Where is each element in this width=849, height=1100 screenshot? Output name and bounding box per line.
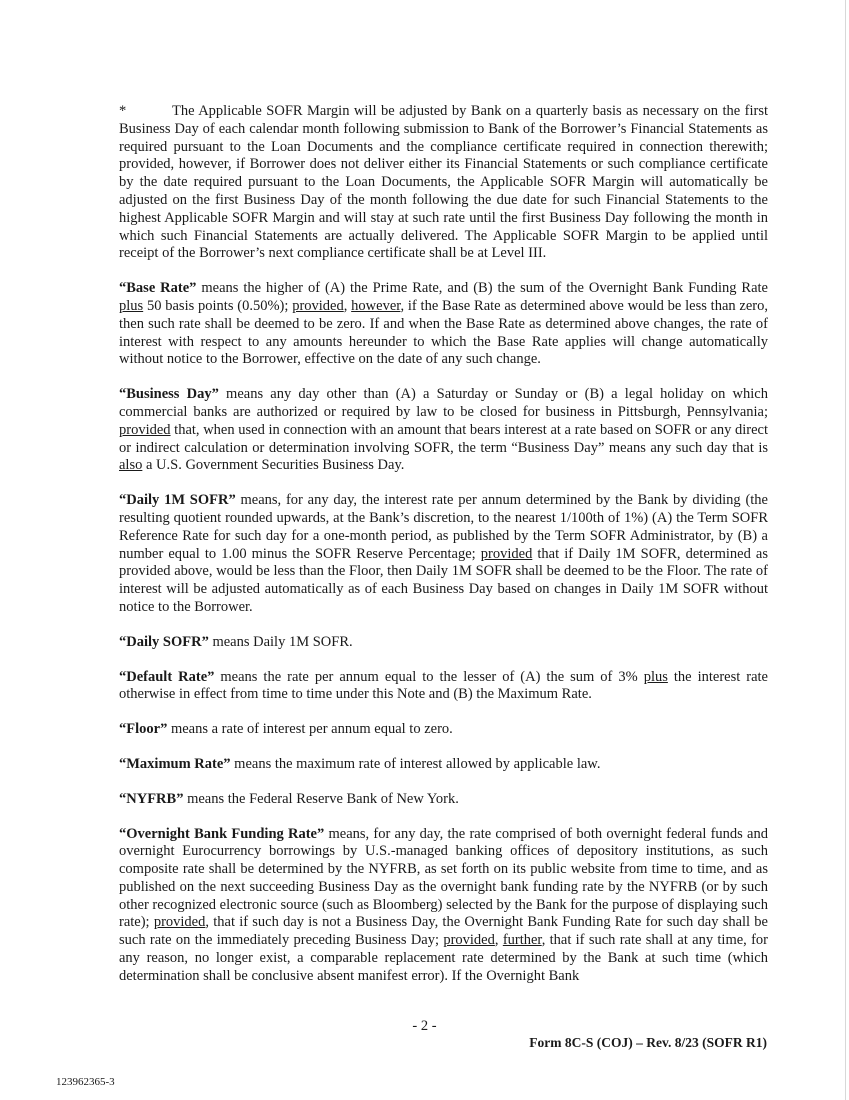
definition-text: the interest rate otherwise in effect from time to time under this Note and (B) the Maximum Rate. xyxy=(119,668,768,703)
definition-text: a U.S. Government Securities Business Day. xyxy=(142,457,405,474)
definition-base-rate xyxy=(119,280,768,369)
footnote-marker: * xyxy=(119,103,127,119)
definition-text: means, for any day, the rate comprised of both overnight federal funds and overnight Eurocurrency borrowings by U.S.-managed banking offices of depository institutions, as such composite rate shall be determined by the NYFRB, as set forth on its public website from time to time, and as published on the next succeeding Business Day as the overnight bank funding rate by the NYFRB (or by such other recognized electronic source (such as Bloomberg) selected by the Bank for the purpose of displaying such rate); xyxy=(119,825,768,931)
definition-text: 50 basis points (0.50%); xyxy=(143,297,293,314)
definition-text: , that if such day is not a Business Day, the Overnight Bank Funding Rate for such day shall be such rate on the immediately preceding Business Day; xyxy=(119,914,768,949)
definition-text: means Daily 1M SOFR. xyxy=(208,633,353,650)
underlined-word: provided xyxy=(480,545,533,562)
definition-nyfrb xyxy=(119,791,768,809)
definition-floor xyxy=(119,721,768,739)
document-body xyxy=(119,103,768,1003)
definition-text: means any day other than (A) a Saturday or Sunday or (B) a legal holiday on which commercial banks are authorized or required by law to be closed for business in Pittsburgh, Pennsylvania; xyxy=(119,386,768,420)
definition-text: means the higher of (A) the Prime Rate, and (B) the sum of the Overnight Bank Funding Rate xyxy=(196,280,768,297)
page-edge-line xyxy=(845,0,846,1100)
definition-maximum-rate xyxy=(119,756,768,774)
sofr-margin-footnote xyxy=(119,103,768,263)
definition-overnight-bank-funding-rate xyxy=(119,826,768,986)
definition-text: that if Daily 1M SOFR, determined as provided above, would be less than the Floor, then Daily 1M SOFR shall be deemed to be the Floor. The rate of interest will be adjusted automatically as of each Business Day based on changes in Daily 1M SOFR without notice to the Borrower. xyxy=(119,545,768,615)
definition-text: means the maximum rate of interest allowed by applicable law. xyxy=(230,755,601,772)
definition-text: means the Federal Reserve Bank of New York. xyxy=(183,790,459,807)
definition-text: means the rate per annum equal to the lesser of (A) the sum of 3% xyxy=(214,668,644,685)
underlined-word: however xyxy=(351,297,401,314)
definition-daily-1m-sofr xyxy=(119,492,768,617)
term-label: “Floor” xyxy=(119,721,168,738)
underlined-word: provided xyxy=(292,297,344,314)
document-number: 123962365-3 xyxy=(56,1076,115,1088)
term-label: “Daily 1M SOFR” xyxy=(119,492,236,509)
form-identifier: Form 8C-S (COJ) – Rev. 8/23 (SOFR R1) xyxy=(529,1035,767,1050)
definition-text: , that if such rate shall at any time, for any reason, no longer exist, a comparable replacement rate determined by the Bank at such time (which determination shall be conclusive absent manifest error). If the Overnight Bank xyxy=(119,932,769,984)
underlined-word: plus xyxy=(119,297,144,314)
definition-text: , if the Base Rate as determined above would be less than zero, then such rate shall be deemed to be zero. If and when the Base Rate as determined above changes, the rate of interest with respect to any amounts hereunder to which the Base Rate applies will change automatically without notice to the Borrower, effective on the date of any such change. xyxy=(119,297,769,368)
term-label: “NYFRB” xyxy=(119,790,184,807)
definition-text: means, for any day, the interest rate per annum determined by the Bank by dividing (the resulting quotient rounded upwards, at the Bank’s discretion, to the nearest 1/100th of 1%) (A) the Term SOFR Reference Rate for such day for a one-month period, as published by the Term SOFR Administrator, by (B) a number equal to 1.00 minus the SOFR Reserve Percentage; xyxy=(119,492,768,562)
underlined-word: provided xyxy=(153,914,206,931)
term-label: “Maximum Rate” xyxy=(119,755,231,772)
definition-text: , xyxy=(343,297,352,314)
page-number: - 2 - xyxy=(412,1018,437,1034)
term-label: “Business Day” xyxy=(119,386,219,403)
definition-text: means a rate of interest per annum equal to zero. xyxy=(167,721,453,738)
definition-default-rate xyxy=(119,669,768,705)
definition-text: that, when used in connection with an amount that bears interest at a rate based on SOFR or any direct or indirect calculation or determination involving SOFR, the term “Business Day” means any such day that is xyxy=(119,421,768,456)
definition-daily-sofr xyxy=(119,634,768,652)
term-label: “Daily SOFR” xyxy=(119,633,209,650)
underlined-word: provided xyxy=(443,932,495,949)
definition-text: , xyxy=(494,932,503,949)
term-label: “Overnight Bank Funding Rate” xyxy=(119,825,325,842)
footnote-text: The Applicable SOFR Margin will be adjusted by Bank on a quarterly basis as necessary on the first Business Day of each calendar month following submission to Bank of the Borrower’s Financial Statements as required pursuant to the Loan Documents and the compliance certificate required in connection therewith; provided, however, if Borrower does not deliver either its Financial Statements or such compliance certificate by the date required pursuant to the Loan Documents, the Applicable SOFR Margin will automatically be adjusted on the first Business Day of the month following the due date for such Financial Statements to the highest Applicable SOFR Margin and will stay at such rate until the first Business Day following the month in which such Financial Statements are actually delivered. The Applicable SOFR Margin to be applied until receipt of the Borrower’s next compliance certificate shall be at Level III. xyxy=(119,103,768,262)
definition-business-day xyxy=(119,386,768,475)
underlined-word: provided xyxy=(119,421,171,438)
underlined-word: plus xyxy=(643,668,668,685)
term-label: “Base Rate” xyxy=(119,280,197,297)
underlined-word: also xyxy=(119,457,143,474)
underlined-word: further xyxy=(502,932,542,949)
term-label: “Default Rate” xyxy=(119,668,215,685)
